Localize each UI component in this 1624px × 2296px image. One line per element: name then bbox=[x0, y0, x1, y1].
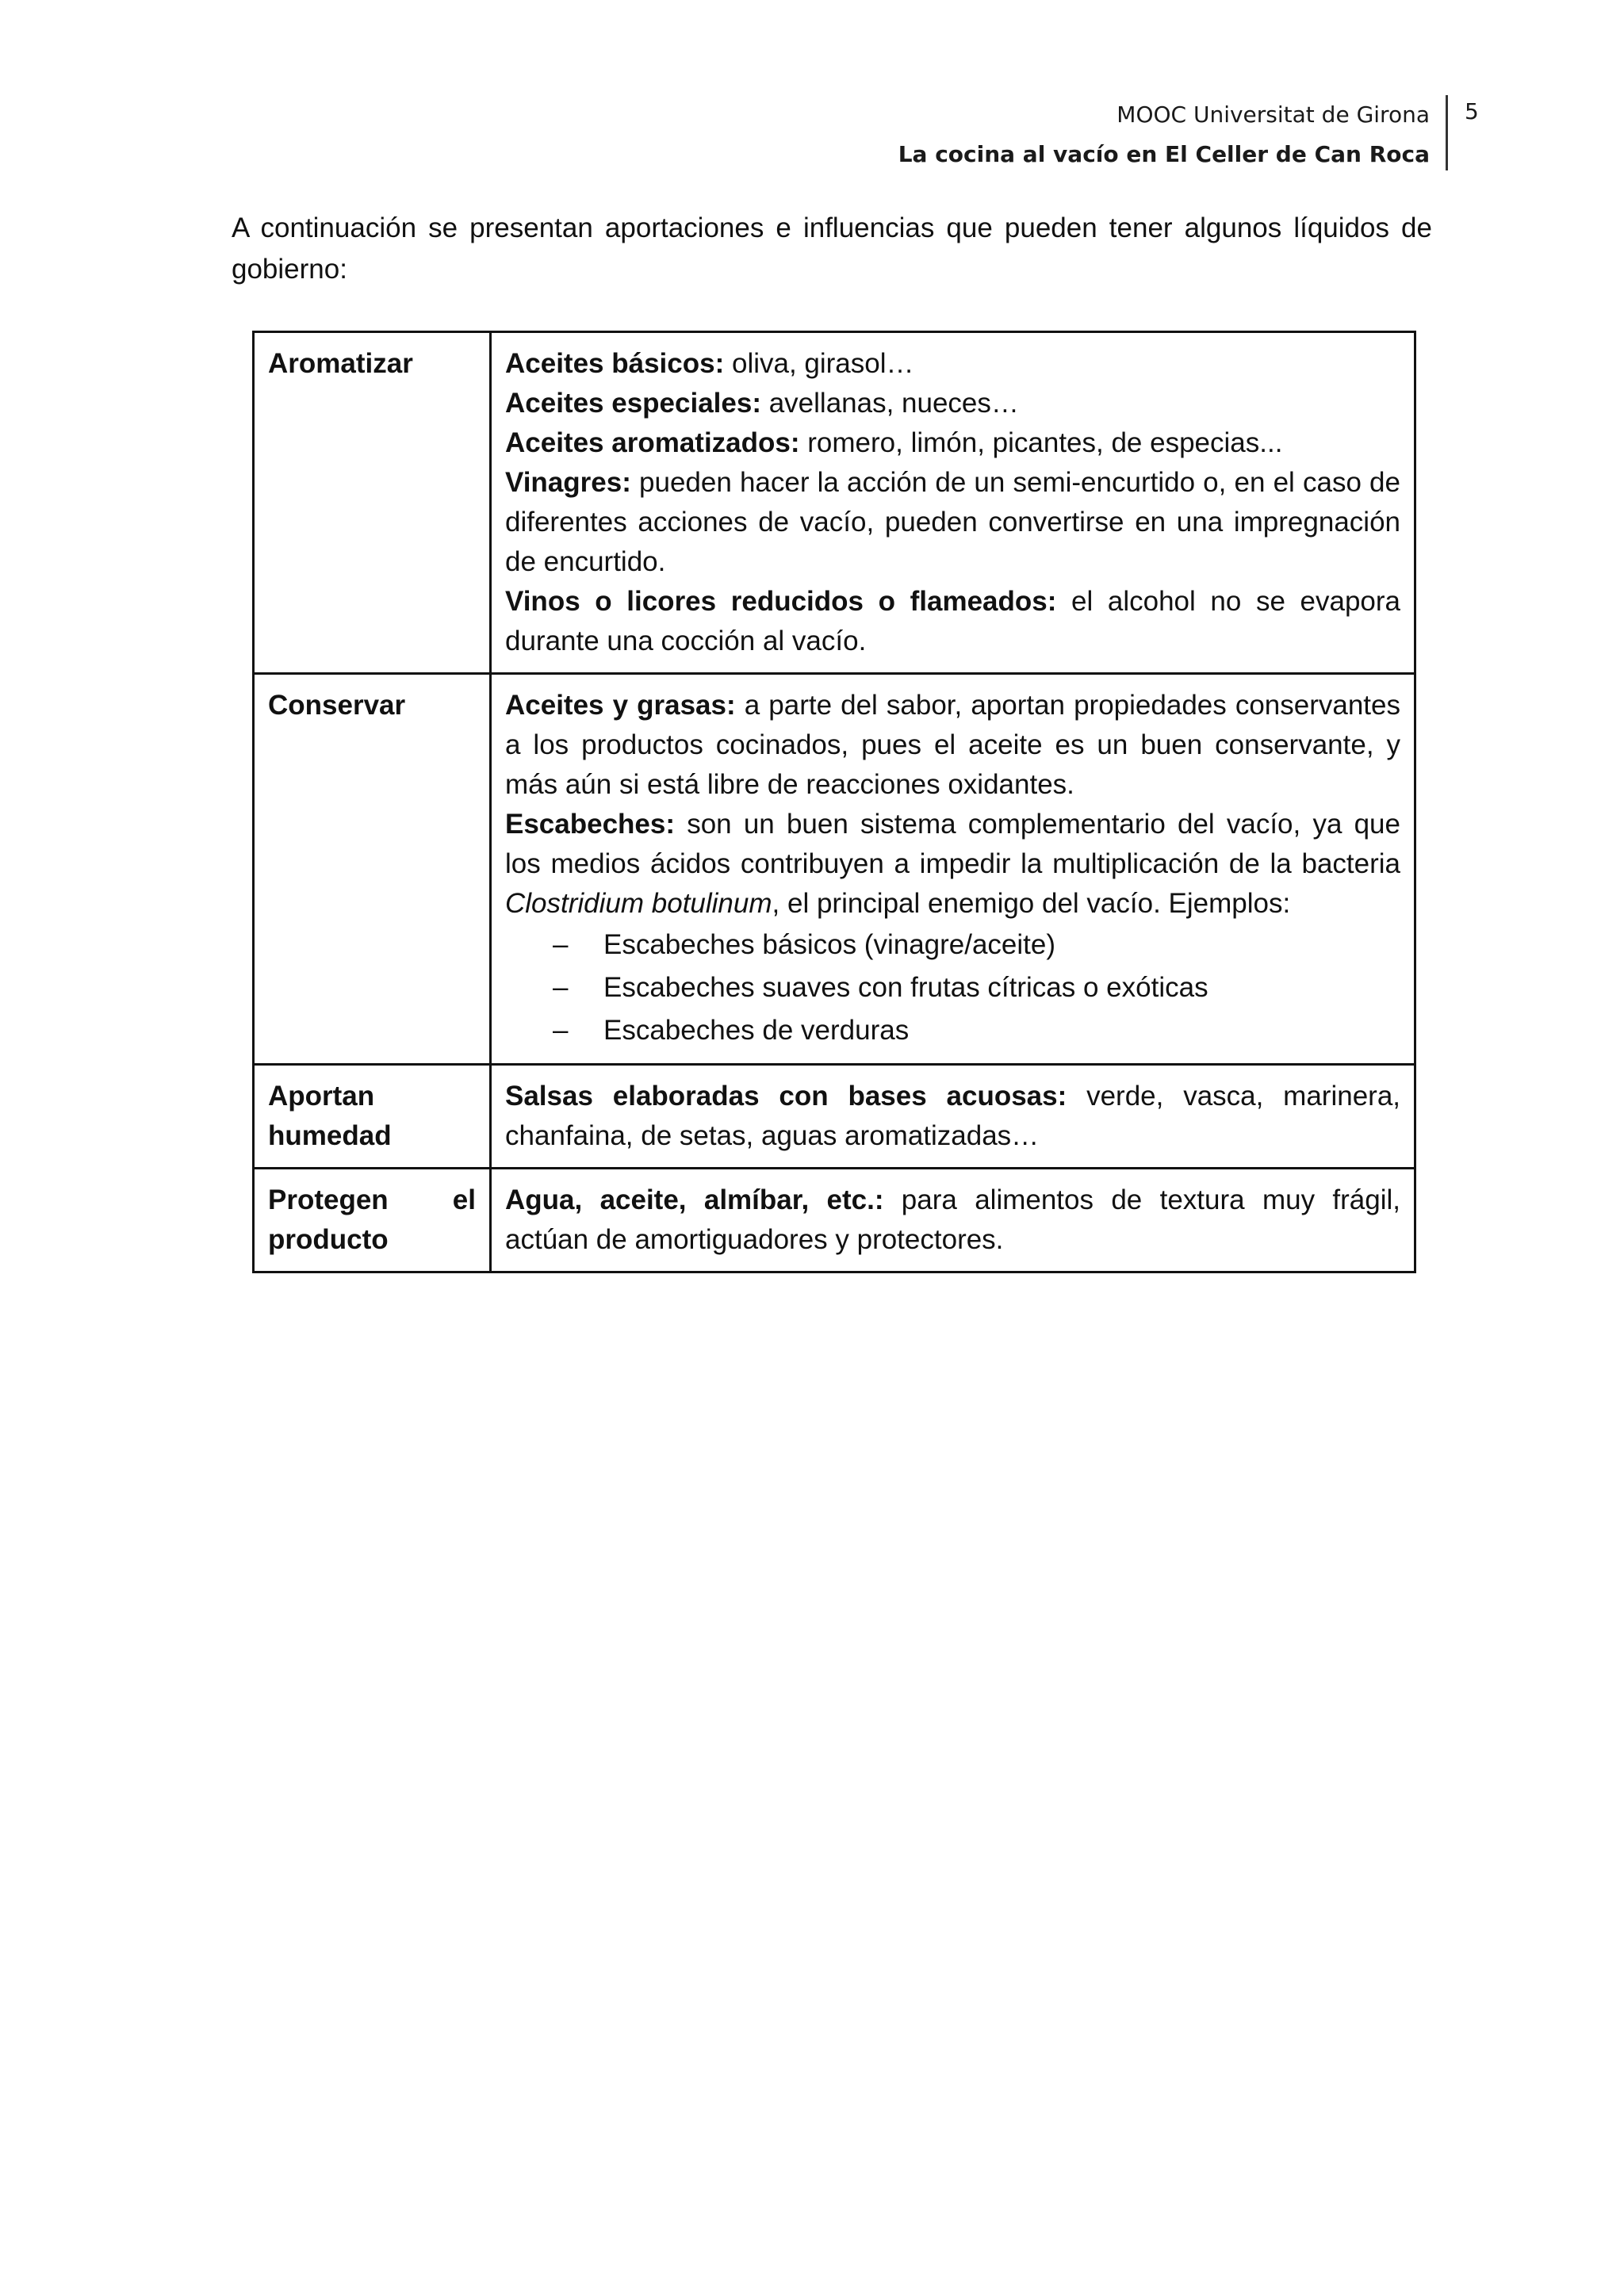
species-name: Clostridium botulinum bbox=[505, 888, 772, 919]
examples-list bbox=[505, 924, 1400, 1052]
table-row-protegen-producto bbox=[254, 1169, 1415, 1272]
description: pueden hacer la acción de un semi-encurtido o, en el caso de diferentes acciones de vacío, pueden convertirse en una impregnación de encurtido. bbox=[505, 467, 1400, 577]
term: Vinos o licores reducidos o flameados: bbox=[505, 586, 1057, 617]
content-paragraph bbox=[505, 1181, 1400, 1260]
description: el alcohol no se evapora durante una cocción al vacío. bbox=[505, 586, 1401, 656]
term: Aceites aromatizados: bbox=[505, 427, 800, 458]
row-label: Aportan humedad bbox=[254, 1065, 491, 1169]
list-item: – Escabeches suaves con frutas cítricas o exóticas bbox=[553, 966, 1400, 1009]
row-label: Protegen el producto bbox=[254, 1169, 491, 1272]
header-divider bbox=[1446, 95, 1448, 170]
term: Salsas elaboradas con bases acuosas: bbox=[505, 1081, 1067, 1112]
term: Vinagres: bbox=[505, 467, 631, 498]
description: para alimentos de textura muy frágil, actúan de amortiguadores y protectores. bbox=[505, 1184, 1400, 1255]
description: , el principal enemigo del vacío. Ejemplos: bbox=[772, 888, 1291, 919]
description: romero, limón, picantes, de especias... bbox=[799, 427, 1283, 458]
term: Escabeches: bbox=[505, 809, 676, 840]
header-institution: MOOC Universitat de Girona bbox=[1116, 101, 1430, 128]
description: oliva, girasol… bbox=[724, 348, 914, 379]
row-content bbox=[491, 1169, 1415, 1272]
intro-paragraph: A continuación se presentan aportaciones e influencias que pueden tener algunos líquidos de gobierno: bbox=[232, 212, 1432, 285]
content-paragraph bbox=[505, 1077, 1400, 1156]
row-label: Conservar bbox=[254, 674, 491, 1065]
term: Aceites especiales: bbox=[505, 388, 761, 419]
dash-bullet-icon: – bbox=[553, 972, 569, 1003]
dash-bullet-icon: – bbox=[553, 929, 569, 960]
description: verde, vasca, marinera, chanfaina, de setas, aguas aromatizadas… bbox=[505, 1081, 1401, 1151]
liquids-table bbox=[252, 331, 1416, 1273]
table-row-conservar bbox=[254, 674, 1415, 1065]
row-content bbox=[491, 332, 1415, 674]
description: son un buen sistema complementario del vacío, ya que los medios ácidos contribuyen a impedir la multiplicación de la bacteria bbox=[505, 809, 1400, 879]
list-item: – Escabeches de verduras bbox=[553, 1009, 1400, 1052]
list-item: – Escabeches básicos (vinagre/aceite) bbox=[553, 924, 1400, 966]
content-paragraph bbox=[505, 423, 1400, 463]
content-paragraph bbox=[505, 384, 1400, 423]
content-paragraph bbox=[505, 805, 1400, 924]
row-content bbox=[491, 674, 1415, 1065]
term: Aceites básicos: bbox=[505, 348, 725, 379]
table-row-aportan-humedad bbox=[254, 1065, 1415, 1169]
content-paragraph bbox=[505, 582, 1400, 661]
page-number: 5 bbox=[1465, 98, 1479, 124]
row-label: Aromatizar bbox=[254, 332, 491, 674]
description: a parte del sabor, aportan propiedades conservantes a los productos cocinados, pues el aceite es un buen conservante, y más aún si está libre de reacciones oxidantes. bbox=[505, 690, 1400, 800]
dash-bullet-icon: – bbox=[553, 1015, 569, 1046]
description: avellanas, nueces… bbox=[760, 388, 1019, 419]
page-header bbox=[898, 95, 1430, 174]
table-row-aromatizar bbox=[254, 332, 1415, 674]
content-paragraph bbox=[505, 344, 1400, 384]
term: Agua, aceite, almíbar, etc.: bbox=[505, 1184, 884, 1215]
content-paragraph bbox=[505, 463, 1400, 582]
content-paragraph bbox=[505, 686, 1400, 805]
row-content bbox=[491, 1065, 1415, 1169]
header-course-title: La cocina al vacío en El Celler de Can Roca bbox=[898, 141, 1430, 167]
term: Aceites y grasas: bbox=[505, 690, 736, 721]
